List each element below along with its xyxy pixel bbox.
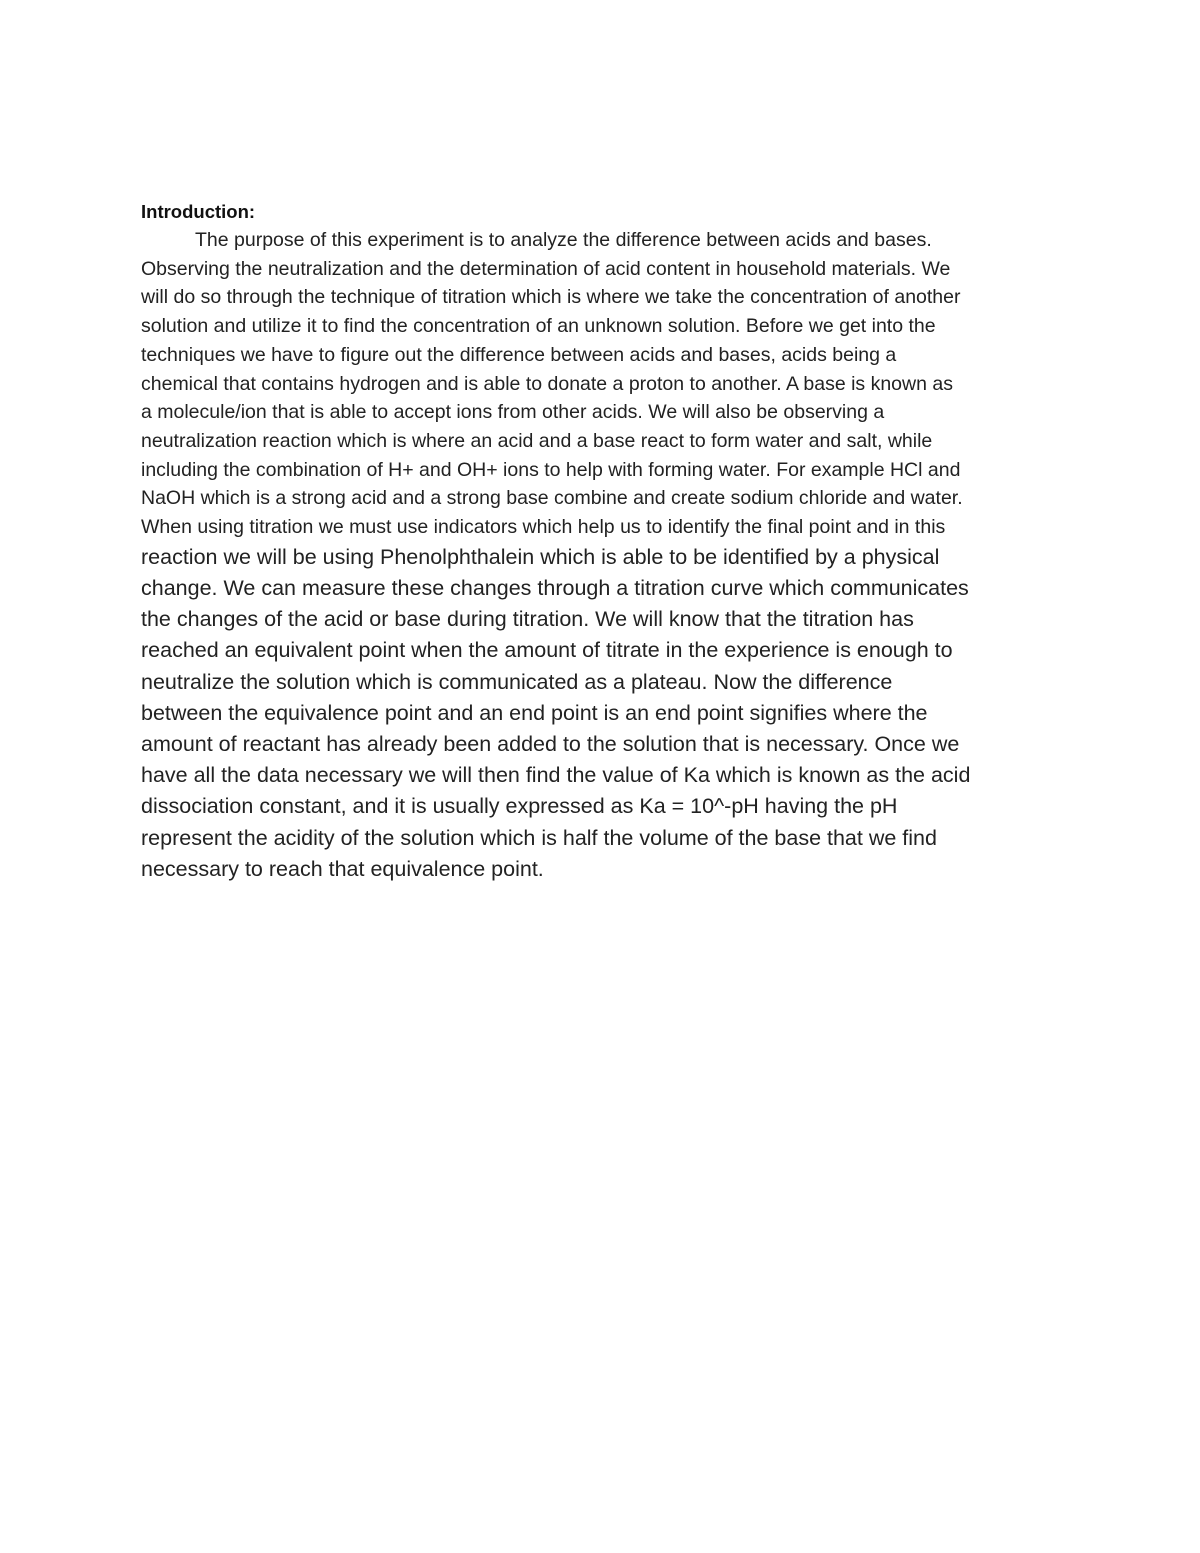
text-line: Observing the neutralization and the determination of acid content in household materials. We xyxy=(141,257,951,280)
document-body xyxy=(141,198,1061,885)
text-line: change. We can measure these changes through a titration curve which communicates xyxy=(141,575,969,600)
text-line: including the combination of H+ and OH+ ions to help with forming water. For example HCl and xyxy=(141,458,961,481)
text-line: have all the data necessary we will then find the value of Ka which is known as the acid xyxy=(141,763,971,788)
text-line: necessary to reach that equivalence point. xyxy=(141,856,544,881)
text-line: the changes of the acid or base during titration. We will know that the titration has xyxy=(141,607,914,632)
text-line: techniques we have to figure out the difference between acids and bases, acids being a xyxy=(141,343,897,366)
text-line: NaOH which is a strong acid and a strong base combine and create sodium chloride and water. xyxy=(141,487,963,510)
text-line: reaction we will be using Phenolphthalein which is able to be identified by a physical xyxy=(141,544,940,569)
section-heading: Introduction: xyxy=(141,201,256,222)
text-line: dissociation constant, and it is usually expressed as Ka = 10^-pH having the pH xyxy=(141,794,898,819)
text-line: between the equivalence point and an end point is an end point signifies where the xyxy=(141,700,928,725)
text-line: chemical that contains hydrogen and is able to donate a proton to another. A base is known as xyxy=(141,372,953,395)
text-line: When using titration we must use indicators which help us to identify the final point and in this xyxy=(141,516,946,539)
text-line: a molecule/ion that is able to accept ions from other acids. We will also be observing a xyxy=(141,401,885,424)
text-line: solution and utilize it to find the concentration of an unknown solution. Before we get into the xyxy=(141,315,936,338)
text-line: reached an equivalent point when the amount of titrate in the experience is enough to xyxy=(141,638,953,663)
text-line: represent the acidity of the solution which is half the volume of the base that we find xyxy=(141,825,937,850)
text-line: neutralization reaction which is where an acid and a base react to form water and salt, while xyxy=(141,429,933,452)
introduction-paragraph xyxy=(141,226,1061,885)
text-line: amount of reactant has already been added to the solution that is necessary. Once we xyxy=(141,731,960,756)
text-line: will do so through the technique of titration which is where we take the concentration of another xyxy=(141,286,961,309)
text-line: The purpose of this experiment is to analyze the difference between acids and bases. xyxy=(195,229,932,251)
text-line: neutralize the solution which is communicated as a plateau. Now the difference xyxy=(141,669,893,694)
